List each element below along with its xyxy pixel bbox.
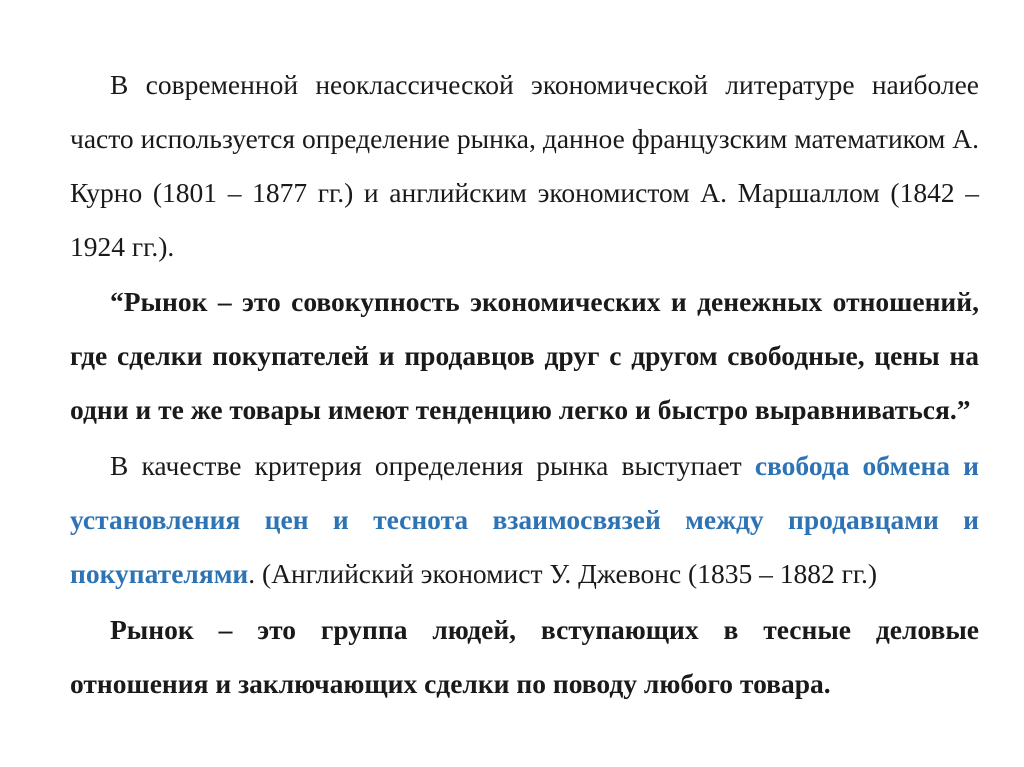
paragraph-jevons-criterion: [70, 439, 979, 601]
paragraph-market-group-definition: Рынок – это группа людей, вступающих в тесные деловые отношения и заключающих сделки по поводу любого товара.: [70, 614, 979, 699]
jevons-tail-text: . (Английский экономист У. Джевонс (1835 – 1882 гг.): [248, 558, 878, 589]
slide-content: [70, 58, 979, 724]
jevons-lead-text: В качестве критерия определения рынка выступает: [110, 450, 755, 481]
jevons-highlight-text: свобода обмена и установления цен и теснота взаимосвязей между продавцами и покупателями: [70, 450, 979, 589]
paragraph-cournot-marshall: В современной неоклассической экономической литературе наиболее часто используется определение рынка, данное французским математиком А. Курно (1801 – 1877 гг.) и английским экономистом А. Маршаллом (1842 – 1924 гг.).: [70, 69, 979, 262]
paragraph-market-definition-quote: “Рынок – это совокупность экономических и денежных отношений, где сделки покупателей и продавцов друг с другом свободные, цены на одни и те же товары имеют тенденцию легко и быстро выравниваться.”: [70, 286, 979, 425]
